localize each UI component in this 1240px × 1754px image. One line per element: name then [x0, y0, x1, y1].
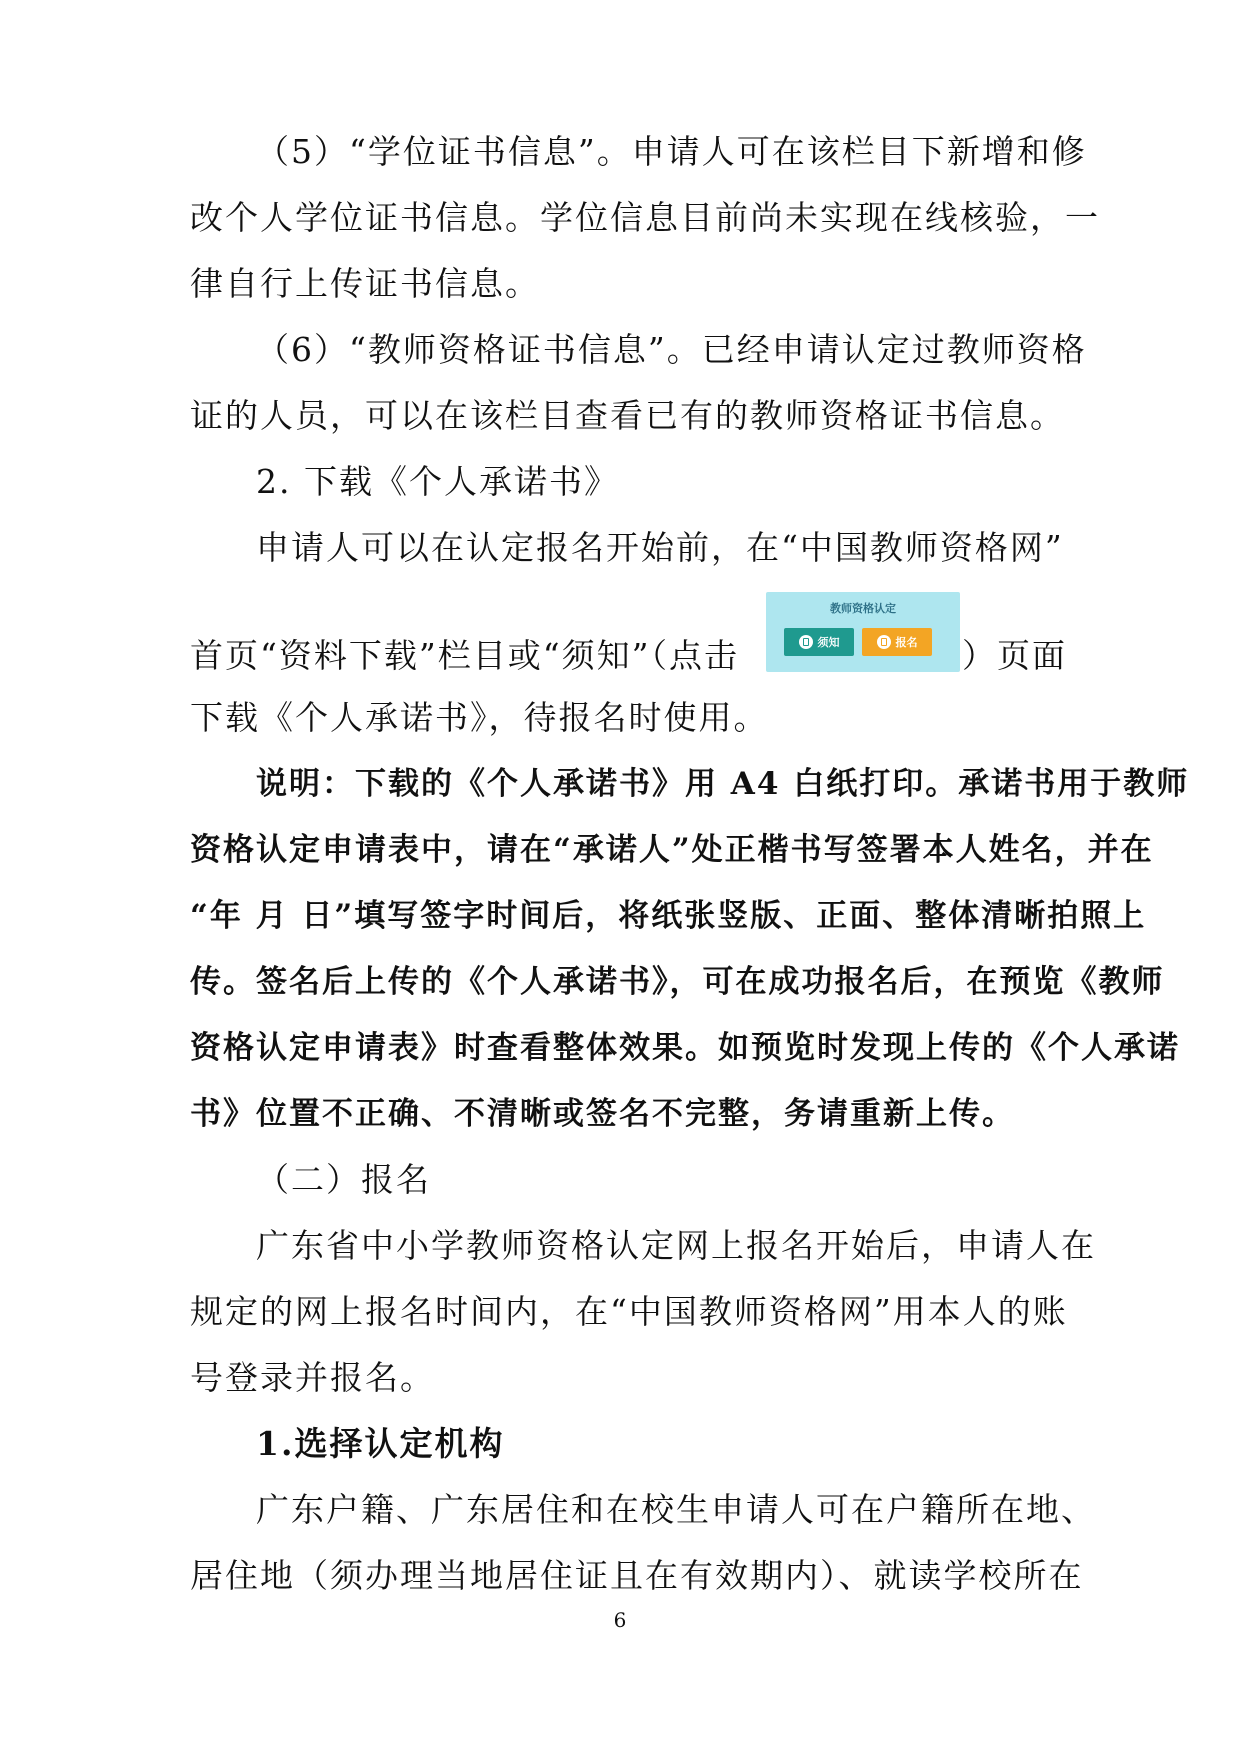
download-line-2-before: 首页“资料下载”栏目或“须知”（点击 — [190, 636, 739, 675]
paragraph-5-line-1: （5）“学位证书信息”。申请人可在该栏目下新增和修 — [256, 132, 1087, 171]
teacher-qualification-widget — [766, 592, 960, 672]
notice-button[interactable] — [784, 628, 854, 656]
section-heading-institution: 1.选择认定机构 — [256, 1424, 505, 1463]
section-heading-registration: （二）报名 — [256, 1160, 431, 1199]
institution-line-2: 居住地（须办理当地居住证且在有效期内）、就读学校所在 — [190, 1556, 1084, 1595]
paragraph-6-line-1: （6）“教师资格证书信息”。已经申请认定过教师资格 — [256, 330, 1087, 369]
note-line-6: 书》位置不正确、不清晰或签名不完整，务请重新上传。 — [190, 1096, 1015, 1132]
document-icon — [799, 635, 813, 649]
note-line-3: “年 月 日”填写签字时间后，将纸张竖版、正面、整体清晰拍照上 — [190, 898, 1147, 934]
institution-line-1: 广东户籍、广东居住和在校生申请人可在户籍所在地、 — [256, 1490, 1096, 1529]
download-line-3: 下载《个人承诺书》，待报名时使用。 — [190, 698, 769, 737]
register-button[interactable] — [862, 628, 932, 656]
note-line-1: 说明：下载的《个人承诺书》用 A4 白纸打印。承诺书用于教师 — [256, 766, 1190, 802]
registration-line-1: 广东省中小学教师资格认定网上报名开始后，申请人在 — [256, 1226, 1096, 1265]
widget-title: 教师资格认定 — [830, 602, 896, 615]
document-icon — [877, 635, 891, 649]
note-line-5: 资格认定申请表》时查看整体效果。如预览时发现上传的《个人承诺 — [190, 1030, 1180, 1066]
registration-line-3: 号登录并报名。 — [190, 1358, 435, 1397]
paragraph-5-line-2: 改个人学位证书信息。学位信息目前尚未实现在线核验，一 — [190, 198, 1100, 237]
paragraph-6-line-2: 证的人员，可以在该栏目查看已有的教师资格证书信息。 — [190, 396, 1065, 435]
note-line-4: 传。签名后上传的《个人承诺书》，可在成功报名后，在预览《教师 — [190, 964, 1165, 1000]
registration-line-2: 规定的网上报名时间内，在“中国教师资格网”用本人的账 — [190, 1292, 1068, 1331]
section-heading-download: 2. 下载《个人承诺书》 — [256, 462, 619, 501]
notice-button-label: 须知 — [817, 636, 840, 649]
download-line-1: 申请人可以在认定报名开始前，在“中国教师资格网” — [256, 528, 1064, 567]
note-line-2: 资格认定申请表中，请在“承诺人”处正楷书写签署本人姓名，并在 — [190, 832, 1154, 868]
download-line-2-after: ）页面 — [962, 636, 1067, 675]
paragraph-5-line-3: 律自行上传证书信息。 — [190, 264, 540, 303]
page-number: 6 — [613, 1608, 627, 1632]
register-button-label: 报名 — [895, 636, 918, 649]
